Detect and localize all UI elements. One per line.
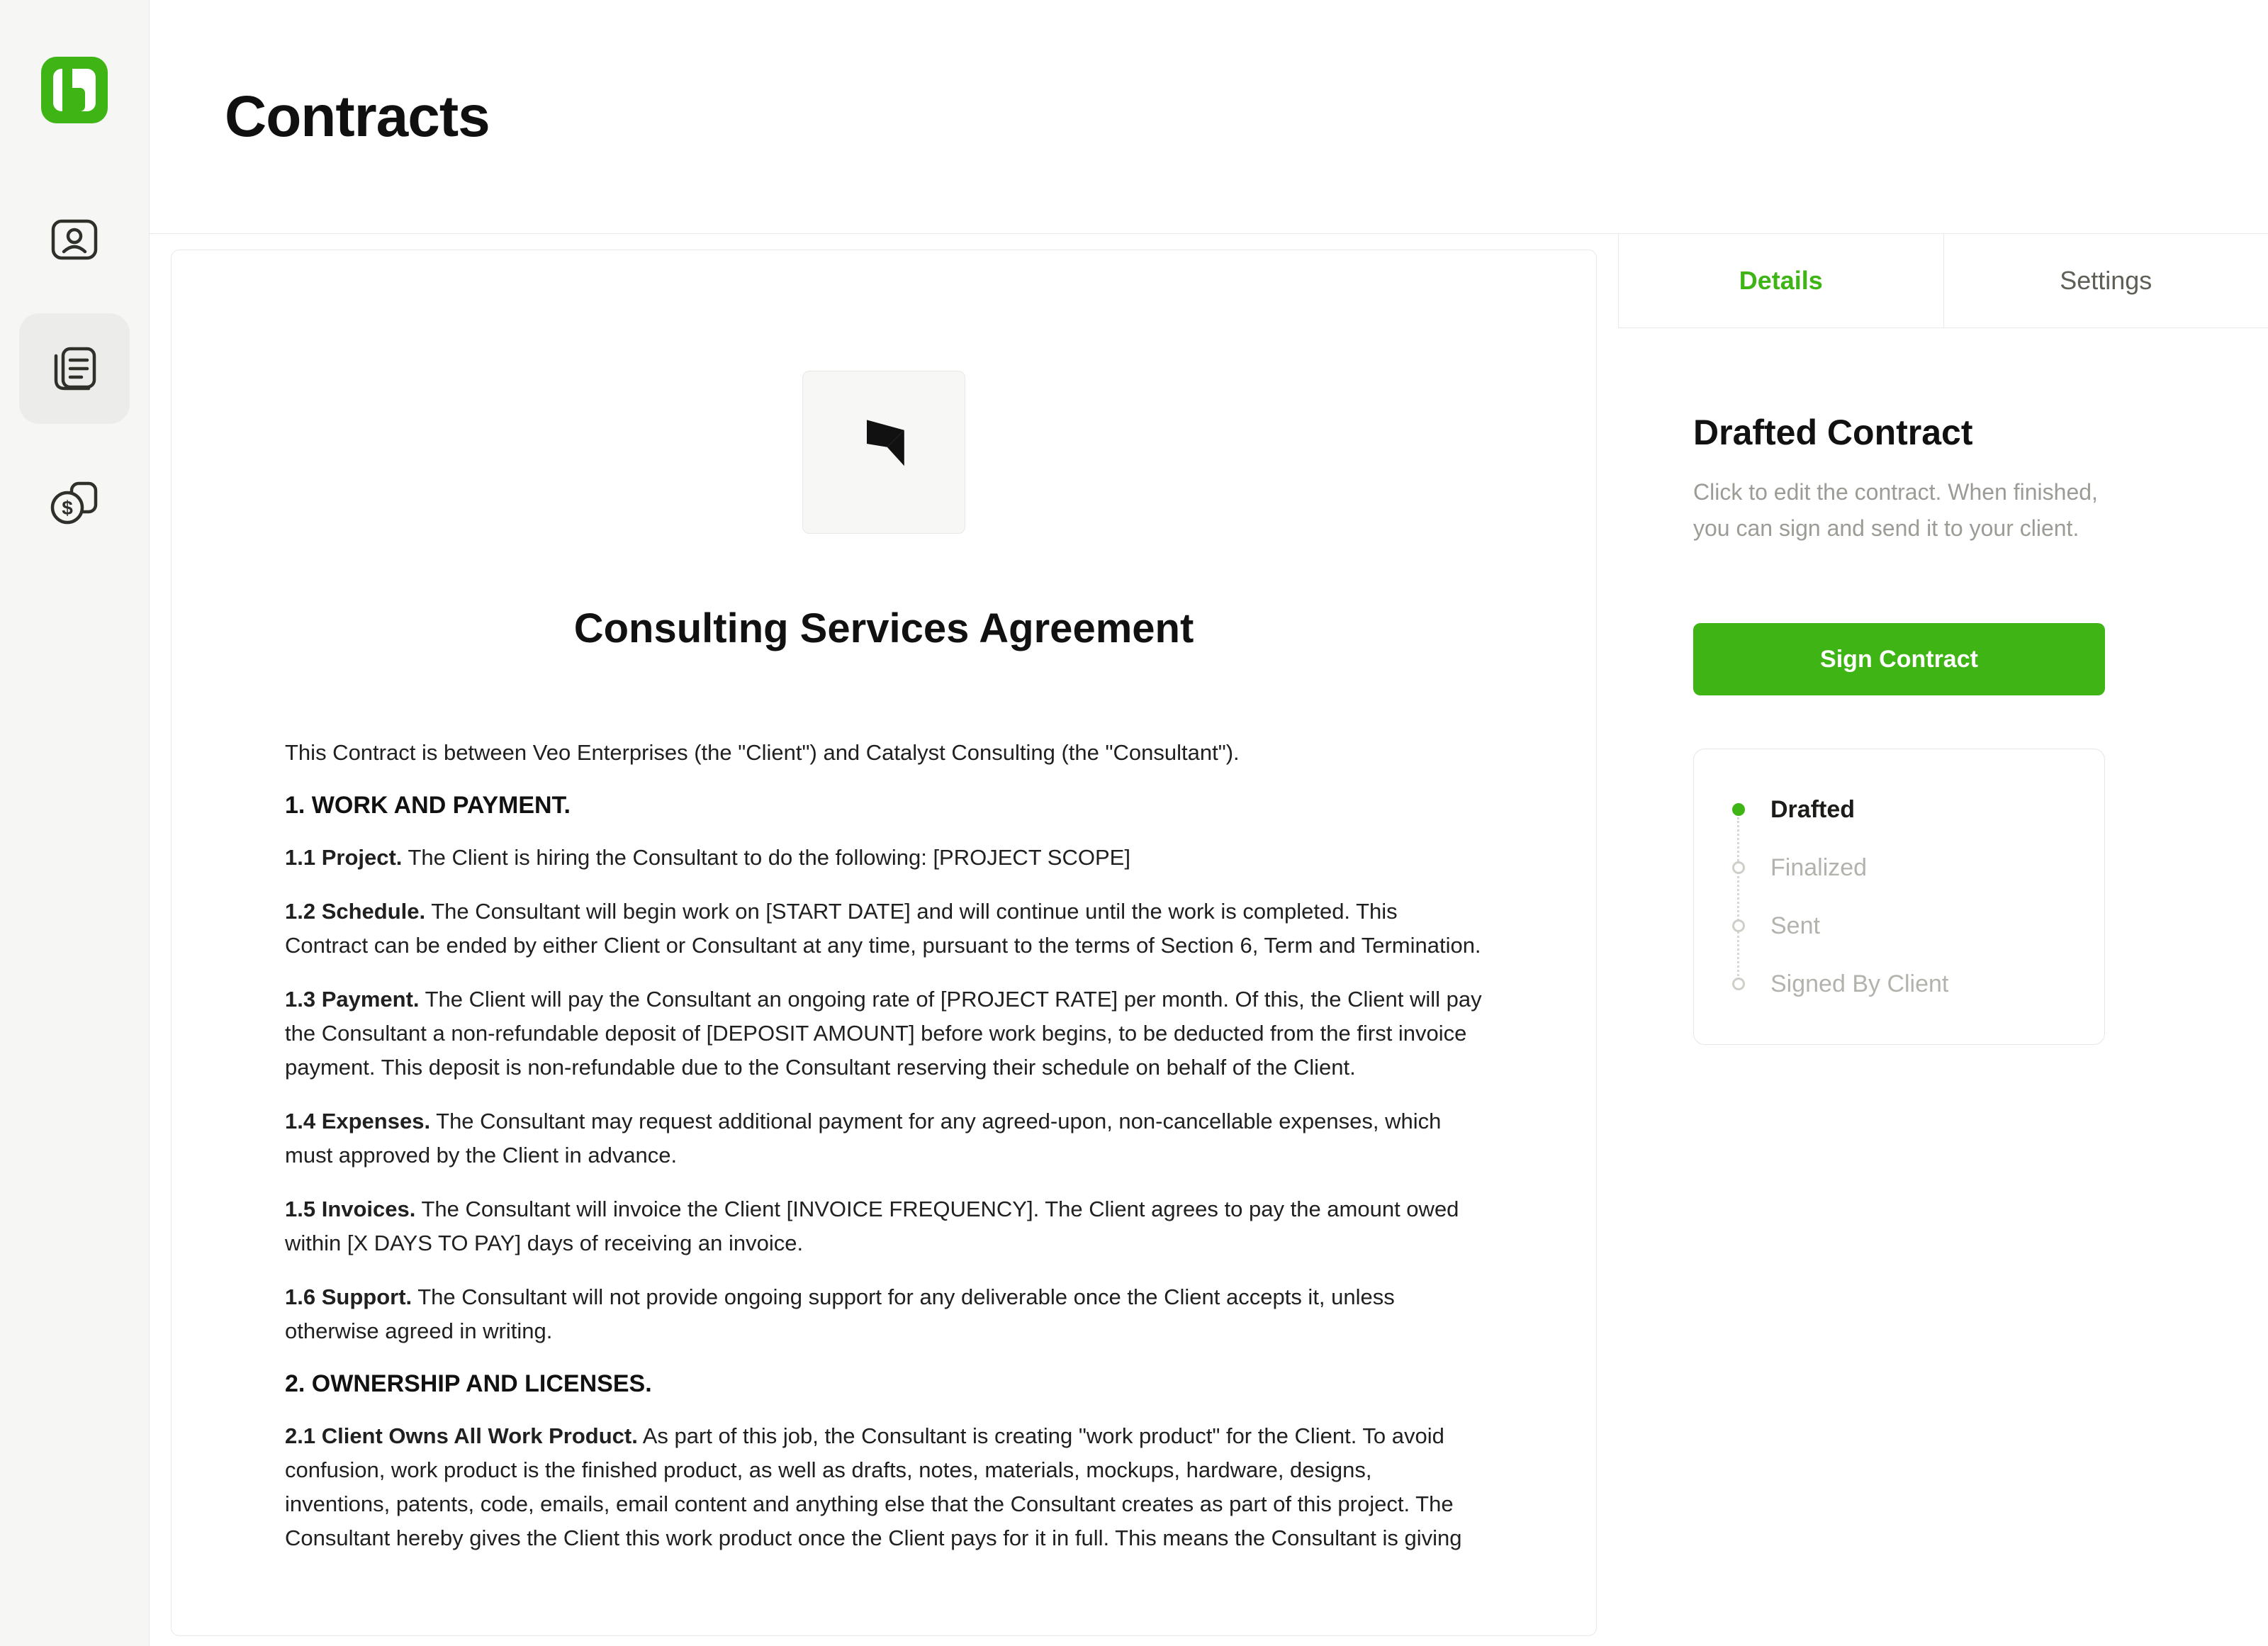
- contract-paragraph: 1.3 Payment. The Client will pay the Consultant an ongoing rate of [PROJECT RATE] per month. Of this, the Client will pay the Consultant a non-refundable deposit of [DEPOSIT AMOUNT] before work begins, to be deducted from the first invoice payment. This deposit is non-refundable due to the Consultant reserving their schedule on behalf of the Client.: [285, 987, 1482, 1080]
- status-dot: [1732, 978, 1745, 990]
- contract-paragraph: This Contract is between Veo Enterprises (the "Client") and Catalyst Consulting (the "Consultant").: [285, 740, 1240, 765]
- sidebar-item-contracts[interactable]: [19, 313, 130, 424]
- panel-body: [1618, 328, 2105, 1045]
- status-item-signed-by-client: [1694, 955, 2104, 1013]
- panel-description: Click to edit the contract. When finished, you can sign and send it to your client.: [1693, 479, 2098, 541]
- status-item-drafted: [1694, 780, 2104, 839]
- contract-paragraph: 1.4 Expenses. The Consultant may request additional payment for any agreed-upon, non-cancellable expenses, which must approved by the Client in advance.: [285, 1109, 1442, 1168]
- contract-paragraph: 1.2 Schedule. The Consultant will begin work on [START DATE] and will continue until the work is completed. This Contract can be ended by either Client or Consultant at any time, pursuant to the terms of Section 6, Term and Termination.: [285, 899, 1481, 958]
- sidebar: [0, 0, 150, 1646]
- status-dot: [1732, 861, 1745, 874]
- tab-details[interactable]: Details: [1739, 266, 1823, 295]
- status-label: Drafted: [1770, 795, 1856, 823]
- panel-heading: Drafted Contract: [1693, 413, 1973, 452]
- contract-paragraph: 1.5 Invoices. The Consultant will invoice the Client [INVOICE FREQUENCY]. The Client agrees to pay the amount owed within [X DAYS TO PAY] days of receiving an invoice.: [285, 1197, 1459, 1255]
- contract-paragraph: 1.1 Project. The Client is hiring the Consultant to do the following: [PROJECT SCOPE]: [285, 845, 1130, 870]
- contract-title: Consulting Services Agreement: [573, 605, 1194, 651]
- content: [150, 234, 2268, 1645]
- documents-icon: [46, 340, 103, 397]
- section-heading: 2. OWNERSHIP AND LICENSES.: [285, 1370, 652, 1397]
- status-card: [1693, 749, 2105, 1045]
- contract-paragraph: 2.1 Client Owns All Work Product. As part of this job, the Consultant is creating "work product" for the Client. To avoid confusion, work product is the finished product, as well as drafts, notes, materials, mockups, hardware, designs, inventions, patents, code, emails, email content and anything else that the Consultant creates as part of this project. The Consultant hereby gives the Client this work product once the Client pays for it in full. This means the Consultant is giving: [285, 1423, 1462, 1550]
- status-label: Sent: [1770, 912, 1820, 939]
- client-logo: [802, 371, 965, 534]
- details-panel: [1618, 234, 2268, 1645]
- main-area: [150, 0, 2268, 1646]
- sign-contract-button[interactable]: Sign Contract: [1693, 623, 2105, 695]
- status-dot: [1732, 803, 1745, 816]
- status-item-sent: [1694, 897, 2104, 955]
- money-icon: [46, 475, 103, 532]
- page-header: [150, 0, 2268, 234]
- section-heading: 1. WORK AND PAYMENT.: [285, 792, 571, 819]
- status-item-finalized: [1694, 839, 2104, 897]
- contact-card-icon: [47, 211, 102, 267]
- status-label: Finalized: [1770, 853, 1868, 881]
- app-logo-icon: [41, 57, 108, 123]
- sidebar-item-clients[interactable]: [19, 184, 130, 294]
- status-label: Signed By Client: [1770, 970, 1949, 997]
- panel-tabs: [1618, 234, 2268, 328]
- dollar-glyph: $: [62, 497, 73, 519]
- tab-settings[interactable]: Settings: [1943, 234, 2268, 327]
- sidebar-item-billing[interactable]: [19, 448, 130, 559]
- client-logo-mark-icon: [841, 410, 926, 495]
- page-title: Contracts: [225, 84, 490, 149]
- document-body: [285, 736, 1483, 1555]
- contract-document[interactable]: [171, 250, 1597, 1636]
- document-area: [150, 234, 1618, 1645]
- contract-paragraph: 1.6 Support. The Consultant will not provide ongoing support for any deliverable once the Client accepts it, unless otherwise agreed in writing.: [285, 1284, 1395, 1343]
- status-dot: [1732, 919, 1745, 932]
- status-list: [1694, 780, 2104, 1013]
- app-logo[interactable]: [41, 57, 108, 123]
